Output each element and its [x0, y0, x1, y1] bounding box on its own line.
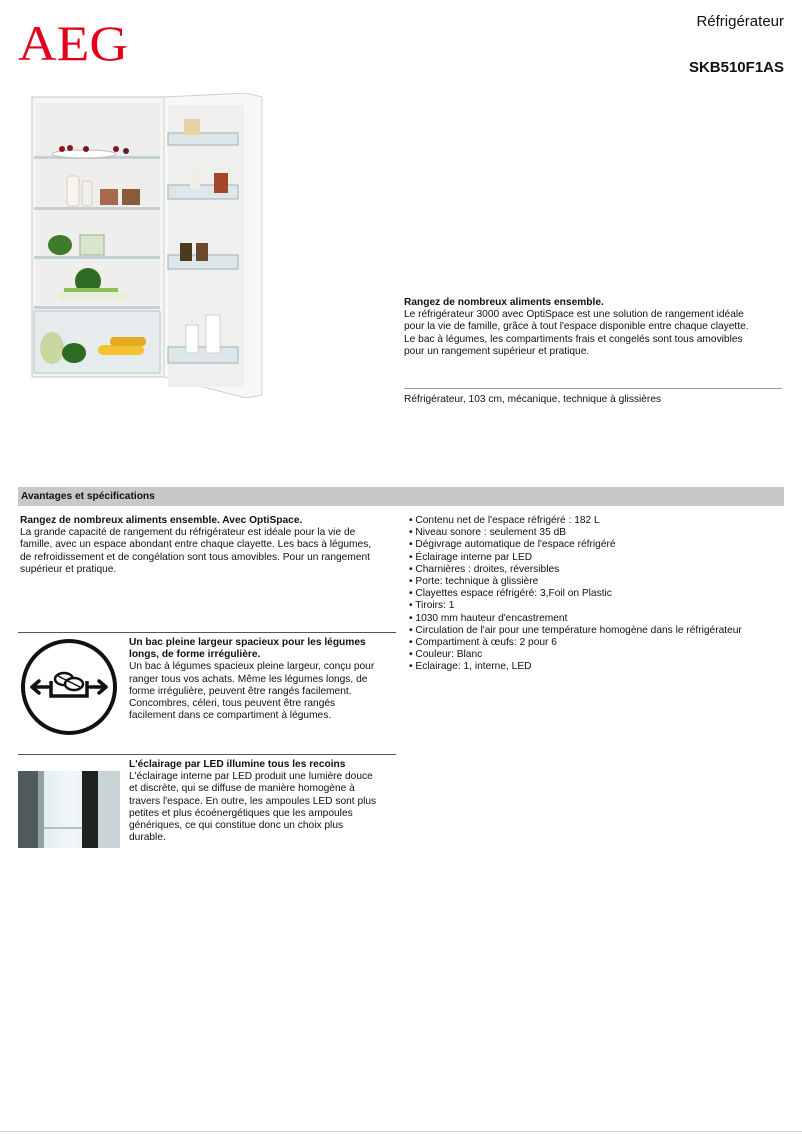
main-line: supérieur et pratique.	[20, 563, 117, 575]
feature-line: génériques, ce qui constitue donc un choix plus	[129, 820, 344, 832]
feature-line: travers l'espace. En outre, les ampoules LED sont plus	[129, 795, 377, 807]
spec-item: • Couleur: Blanc	[409, 649, 483, 661]
feature-vegetable-drawer	[129, 637, 395, 722]
intro-line: pour un rangement supérieur et pratique.	[404, 345, 590, 357]
intro-block	[404, 297, 784, 358]
product-subtitle: Réfrigérateur, 103 cm, mécanique, technique à glissières	[404, 394, 662, 405]
divider	[404, 388, 782, 389]
led-light-photo	[18, 771, 120, 848]
section-header: Avantages et spécifications	[18, 487, 784, 506]
feature-line: et discrète, qui se diffuse de manière homogène à	[129, 783, 355, 795]
feature-heading: longs, de forme irrégulière.	[129, 649, 261, 661]
feature-line: forme irrégulière, peuvent être rangés facilement.	[129, 685, 352, 697]
spec-item: • 1030 mm hauteur d'encastrement	[409, 612, 568, 624]
feature-led-lighting	[129, 759, 395, 844]
main-description	[20, 515, 395, 576]
main-heading: Rangez de nombreux aliments ensemble. Avec OptiSpace.	[20, 515, 303, 526]
intro-heading: Rangez de nombreux aliments ensemble.	[404, 297, 604, 308]
main-line: La grande capacité de rangement du réfrigérateur est idéale pour la vie de	[20, 527, 356, 539]
fridge-product-image	[18, 93, 263, 398]
spec-item: • Niveau sonore : seulement 35 dB	[409, 527, 567, 539]
intro-line: Le réfrigérateur 3000 avec OptiSpace est une solution de rangement idéale	[404, 309, 744, 321]
model-number: SKB510F1AS	[688, 59, 784, 76]
feature-line: durable.	[129, 832, 166, 844]
spec-item: • Dégivrage automatique de l'espace réfrigéré	[409, 539, 616, 551]
aeg-logo	[18, 20, 130, 64]
main-line: famille, avec un espace abondant entre chaque clayette. Les bacs à légumes,	[20, 539, 372, 551]
feature-heading: L'éclairage par LED illumine tous les recoins	[129, 759, 346, 770]
main-line: de refroidissement et de congélation sont tous amovibles. Pour un rangement	[20, 551, 370, 563]
vegetable-drawer-icon	[18, 636, 120, 738]
spec-item: • Circulation de l'air pour une température homogène dans le réfrigérateur	[409, 624, 742, 636]
feature-line: ranger tous vos achats. Même les légumes longs, de	[129, 673, 368, 685]
feature-line: Un bac à légumes spacieux pleine largeur, conçu pour	[129, 661, 375, 673]
spec-item: • Tiroirs: 1	[409, 600, 455, 612]
feature-line: L'éclairage interne par LED produit une lumière douce	[129, 771, 373, 783]
feature-divider	[18, 754, 396, 755]
intro-line: Le bac à légumes, les compartiments frais et congelés sont tous amovibles	[404, 333, 743, 345]
feature-line: facilement dans ce compartiment à légumes.	[129, 710, 332, 722]
intro-line: pour la vie de famille, grâce à tout l'espace disponible entre chaque clayette.	[404, 321, 749, 333]
spec-item: • Clayettes espace réfrigéré: 3,Foil on Plastic	[409, 588, 612, 600]
specifications-list	[409, 515, 784, 674]
product-category: Réfrigérateur	[696, 13, 784, 30]
spec-item: • Contenu net de l'espace réfrigéré : 182 L	[409, 515, 600, 526]
svg-text:AEG: AEG	[18, 20, 128, 64]
feature-divider	[18, 632, 396, 633]
spec-item: • Éclairage interne par LED	[409, 551, 533, 563]
feature-heading: Un bac pleine largeur spacieux pour les légumes	[129, 637, 366, 648]
feature-line: petites et plus écoénergétiques que les ampoules	[129, 807, 353, 819]
spec-item: • Porte: technique à glissière	[409, 576, 539, 588]
spec-item: • Compartiment à œufs: 2 pour 6	[409, 637, 557, 649]
feature-line: Concombres, céleri, tous peuvent être rangés	[129, 698, 336, 710]
spec-item: • Eclairage: 1, interne, LED	[409, 661, 532, 673]
page-bottom-rule	[0, 1131, 802, 1132]
spec-item: • Charnières : droites, réversibles	[409, 563, 560, 575]
